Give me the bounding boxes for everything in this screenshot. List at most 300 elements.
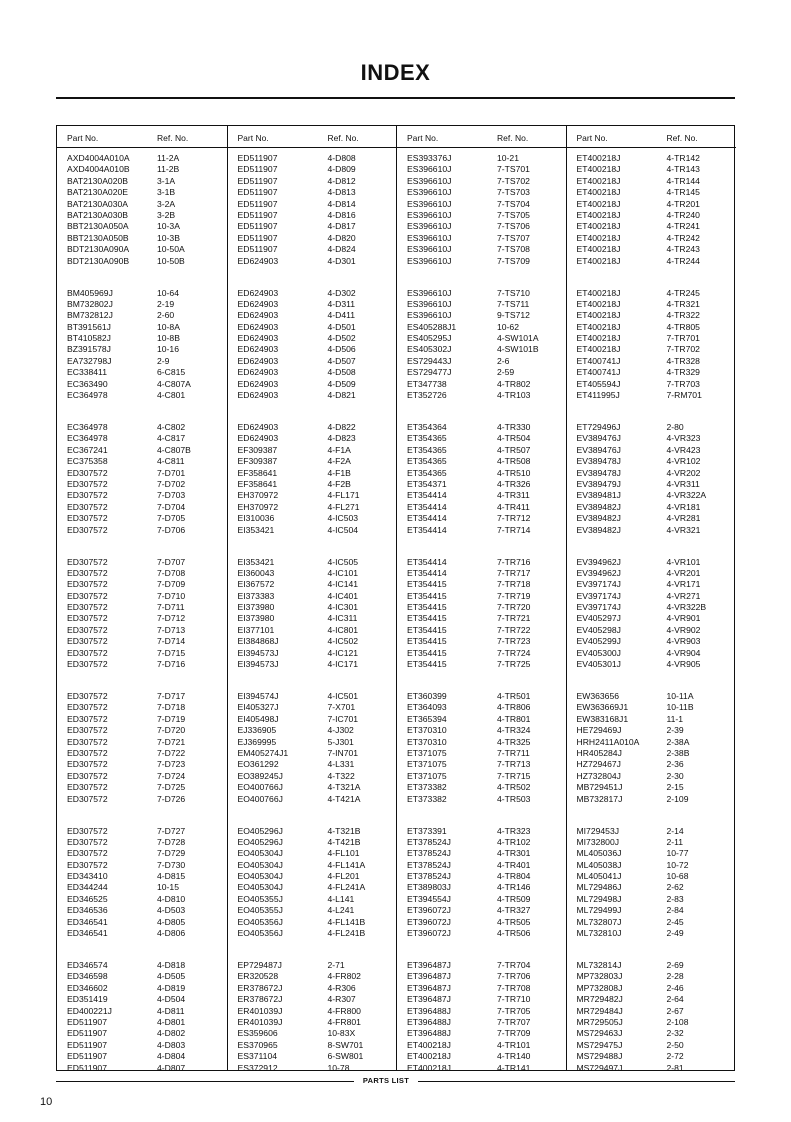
table-row — [567, 648, 737, 659]
ref-number: 4-VR202 — [666, 467, 701, 478]
table-row — [57, 636, 227, 647]
part-number: ET354414 — [407, 501, 447, 512]
part-number: ED511907 — [67, 1039, 107, 1050]
part-number: EO405304J — [237, 882, 283, 893]
table-row — [567, 490, 737, 501]
table-row — [567, 1017, 737, 1028]
table-row — [57, 905, 227, 916]
ref-number: 7-D719 — [157, 713, 186, 724]
ref-number: 2-19 — [157, 298, 175, 309]
ref-number: 4-TR301 — [497, 848, 531, 859]
row-group — [57, 955, 227, 1090]
part-number: EV389476J — [576, 444, 621, 455]
table-row — [567, 199, 737, 210]
part-number: ML729498J — [576, 893, 622, 904]
table-row — [57, 994, 227, 1005]
part-number: ET400218J — [576, 164, 621, 175]
part-number: ED307572 — [67, 556, 108, 567]
part-number: ES405302J — [407, 344, 452, 355]
ref-number: 4-C802 — [157, 422, 186, 432]
part-number: ED307572 — [67, 825, 108, 836]
ref-number: 4-TR805 — [666, 321, 700, 332]
part-number: ET396488J — [407, 1005, 451, 1016]
row-group — [228, 417, 398, 552]
ref-number: 2-83 — [666, 893, 684, 904]
part-number: ED511907 — [67, 1062, 107, 1073]
ref-number: 4-FL101 — [327, 848, 360, 859]
table-row — [567, 636, 737, 647]
table-row — [567, 390, 737, 401]
ref-number: 4-TR326 — [497, 478, 531, 489]
ref-number: 4-TR143 — [666, 164, 700, 175]
part-number: ED307572 — [67, 467, 108, 478]
table-row — [567, 502, 737, 513]
table-row — [397, 579, 567, 590]
ref-number: 7-D716 — [157, 659, 186, 670]
ref-number: 7-TR717 — [497, 567, 531, 578]
part-number: ES396610J — [407, 175, 452, 186]
part-number: EV389479J — [576, 478, 621, 489]
part-number: EI373980 — [237, 602, 275, 613]
part-number: ER320528 — [237, 971, 279, 982]
ref-number: 4-FL141B — [327, 916, 366, 927]
table-row — [567, 994, 737, 1005]
part-number: ET400218J — [407, 1062, 451, 1073]
ref-number: 4-IC501 — [327, 691, 359, 701]
table-row — [57, 153, 227, 164]
table-row — [567, 860, 737, 871]
part-number: ED511907 — [237, 244, 278, 255]
table-row — [567, 591, 737, 602]
ref-number: 4-D502 — [327, 333, 356, 344]
ref-number: 7-TR701 — [666, 333, 700, 344]
table-row — [567, 691, 737, 702]
ref-number: 4-TR245 — [666, 287, 700, 298]
table-row — [57, 602, 227, 613]
part-number: ED307572 — [67, 513, 108, 524]
part-number: EI310036 — [237, 513, 275, 524]
part-number: HRH2411A010A — [576, 736, 640, 747]
ref-number: 4-TR411 — [497, 501, 530, 512]
part-number: ED400221J — [67, 1005, 112, 1016]
part-number: EV405299J — [576, 636, 621, 647]
ref-number: 2-14 — [666, 825, 684, 836]
ref-number: 4-IC503 — [327, 513, 359, 524]
ref-number: 4-TR502 — [497, 782, 531, 793]
part-number: EO405296J — [237, 836, 283, 847]
row-group — [567, 417, 737, 552]
table-row — [57, 648, 227, 659]
part-number: EJ369995 — [237, 736, 277, 747]
ref-number: 4-T321B — [327, 825, 361, 836]
table-row — [228, 782, 398, 793]
ref-number: 2-72 — [666, 1051, 684, 1062]
ref-number: 4-TR145 — [666, 187, 700, 198]
table-row — [397, 882, 567, 893]
part-number: ED511907 — [237, 187, 278, 198]
table-row — [228, 445, 398, 456]
part-number: ED307572 — [67, 647, 108, 658]
header-part-no: Part No. — [67, 133, 99, 143]
ref-number: 10-50B — [157, 255, 185, 266]
ref-number: 4-TR329 — [666, 367, 700, 378]
ref-number: 4-F1B — [327, 467, 351, 478]
table-row — [228, 468, 398, 479]
part-number: MB732817J — [576, 793, 623, 804]
table-row — [228, 1063, 398, 1074]
table-row — [397, 210, 567, 221]
table-row — [57, 579, 227, 590]
page-title: INDEX — [360, 60, 431, 85]
table-row — [57, 748, 227, 759]
ref-number: 4-D805 — [157, 916, 186, 927]
table-row — [567, 221, 737, 232]
header-part-no: Part No. — [237, 133, 269, 143]
row-group — [567, 283, 737, 418]
ref-number: 2-84 — [666, 905, 684, 916]
title-rule — [56, 97, 735, 99]
table-row — [397, 613, 567, 624]
ref-number: 4-VR903 — [666, 636, 701, 647]
part-number: EV405301J — [576, 659, 621, 670]
ref-number: 4-IC801 — [327, 624, 359, 635]
part-number: HR405284J — [576, 747, 622, 758]
ref-number: 10-72 — [666, 859, 689, 870]
ref-number: 9-TS712 — [497, 310, 530, 321]
part-number: ED624903 — [237, 378, 279, 389]
table-row — [228, 1017, 398, 1028]
table-row — [567, 960, 737, 971]
part-number: MP732808J — [576, 982, 623, 993]
ref-number: 7-TR703 — [666, 378, 700, 389]
table-row — [397, 288, 567, 299]
table-row — [228, 153, 398, 164]
part-number: ML732814J — [576, 960, 622, 970]
ref-number: 4-TR240 — [666, 209, 700, 220]
table-row — [228, 702, 398, 713]
table-row — [57, 199, 227, 210]
part-number: ET396072J — [407, 928, 451, 939]
part-number: ML405036J — [576, 848, 622, 859]
table-row — [228, 905, 398, 916]
table-row — [228, 568, 398, 579]
ref-number: 4-VR102 — [666, 456, 701, 467]
table-row — [57, 871, 227, 882]
table-row — [567, 379, 737, 390]
ref-number: 7-D704 — [157, 501, 186, 512]
part-number: EP729487J — [237, 960, 282, 970]
table-row — [397, 479, 567, 490]
table-row — [567, 513, 737, 524]
part-number: ET373382 — [407, 793, 447, 804]
table-row — [397, 1051, 567, 1062]
row-group — [228, 955, 398, 1090]
table-row — [57, 1063, 227, 1074]
ref-number: 4-TR244 — [666, 255, 700, 266]
ref-number: 7-TR711 — [497, 747, 530, 758]
ref-number: 4-D819 — [157, 982, 186, 993]
table-row — [397, 164, 567, 175]
header-ref-no: Ref. No. — [497, 133, 529, 143]
ref-number: 4-TR324 — [497, 725, 531, 736]
part-number: EV397174J — [576, 579, 621, 590]
ref-number: 4-IC505 — [327, 556, 359, 567]
row-group — [567, 821, 737, 956]
table-row — [397, 702, 567, 713]
ref-number: 4-VR322A — [666, 490, 707, 501]
part-number: ED307572 — [67, 747, 108, 758]
part-number: ET400218J — [576, 255, 621, 266]
table-row — [567, 1063, 737, 1074]
part-number: ET411995J — [576, 390, 620, 401]
part-number: ED346598 — [67, 971, 108, 982]
ref-number: 4-D817 — [327, 221, 356, 232]
ref-number: 4-TR328 — [666, 355, 700, 366]
table-row — [228, 826, 398, 837]
table-row — [228, 714, 398, 725]
part-number: ED511907 — [237, 198, 278, 209]
part-number: ED624903 — [237, 333, 279, 344]
table-row — [57, 826, 227, 837]
table-row — [228, 837, 398, 848]
part-number: ES405295J — [407, 333, 452, 344]
table-row — [567, 579, 737, 590]
part-number: ED307572 — [67, 736, 108, 747]
part-number: ET405594J — [576, 378, 621, 389]
table-row — [397, 1017, 567, 1028]
ref-number: 4-D816 — [327, 209, 356, 220]
table-row — [228, 176, 398, 187]
part-number: HE729469J — [576, 725, 622, 736]
ref-number: 7-D730 — [157, 859, 186, 870]
part-number: ES396610J — [407, 187, 452, 198]
part-number: EO400766J — [237, 793, 283, 804]
ref-number: 4-TR506 — [497, 928, 531, 939]
part-number: ES396610J — [407, 221, 452, 232]
table-row — [57, 1017, 227, 1028]
part-number: ET400218J — [576, 333, 621, 344]
part-number: ET354415 — [407, 659, 447, 670]
part-number: ET354415 — [407, 636, 447, 647]
table-row — [228, 871, 398, 882]
part-number: EC364978 — [67, 433, 108, 444]
ref-number: 7-D726 — [157, 793, 186, 804]
table-row — [567, 356, 737, 367]
ref-number: 7-TR716 — [497, 556, 531, 567]
table-row — [397, 737, 567, 748]
table-row — [228, 882, 398, 893]
ref-number: 4-D818 — [157, 960, 186, 970]
ref-number: 7-TS705 — [497, 209, 530, 220]
part-number: BM405969J — [67, 287, 113, 298]
ref-number: 2-38A — [666, 736, 690, 747]
ref-number: 7-D721 — [157, 736, 186, 747]
ref-number: 2-38B — [666, 747, 690, 758]
table-row — [57, 714, 227, 725]
row-group — [397, 283, 567, 418]
ref-number: 4-D822 — [327, 422, 356, 432]
part-number: ED346541 — [67, 916, 108, 927]
part-number: EI377101 — [237, 624, 275, 635]
table-row — [397, 837, 567, 848]
part-number: ES371104 — [237, 1051, 278, 1062]
ref-number: 7-D712 — [157, 613, 186, 624]
table-row — [397, 502, 567, 513]
table-row — [397, 557, 567, 568]
table-row — [57, 983, 227, 994]
table-row — [567, 983, 737, 994]
part-number: EV389478J — [576, 467, 621, 478]
part-number: EW363669J1 — [576, 702, 629, 713]
part-number: EV397174J — [576, 602, 621, 613]
table-row — [57, 894, 227, 905]
ref-number: 4-TR323 — [497, 825, 531, 836]
part-number: ML405038J — [576, 859, 622, 870]
ref-number: 10-21 — [497, 153, 519, 163]
row-group — [57, 686, 227, 821]
ref-number: 2-81 — [666, 1062, 684, 1073]
table-row — [567, 1006, 737, 1017]
ref-number: 4-VR901 — [666, 613, 701, 624]
ref-number: 4-D505 — [157, 971, 186, 982]
table-row — [228, 894, 398, 905]
ref-number: 4-D301 — [327, 255, 356, 266]
part-number: ET400218J — [576, 298, 621, 309]
part-number: EO389245J — [237, 770, 283, 781]
table-row — [567, 871, 737, 882]
ref-number: 7-TR708 — [497, 982, 531, 993]
table-row — [228, 748, 398, 759]
ref-number: 4-VR281 — [666, 513, 701, 524]
part-number: ES396610J — [407, 232, 452, 243]
part-number: ET354414 — [407, 524, 447, 535]
ref-number: 7-RM701 — [666, 390, 702, 401]
part-number: EC367241 — [67, 444, 108, 455]
table-row — [228, 367, 398, 378]
table-row — [397, 310, 567, 321]
table-row — [228, 591, 398, 602]
table-row — [57, 164, 227, 175]
ref-number: 7-TS704 — [497, 198, 530, 209]
part-number: ED624903 — [237, 310, 279, 321]
table-row — [228, 344, 398, 355]
ref-number: 7-D727 — [157, 825, 186, 836]
ref-number: 4-VR101 — [666, 556, 701, 567]
ref-number: 7-D708 — [157, 567, 186, 578]
part-number: EV389482J — [576, 501, 621, 512]
table-row — [228, 636, 398, 647]
table-row — [567, 659, 737, 670]
part-number: ET400218J — [576, 153, 621, 163]
ref-number: 7-D715 — [157, 647, 186, 658]
table-row — [567, 445, 737, 456]
ref-number: 4-D507 — [327, 355, 356, 366]
table-row — [57, 490, 227, 501]
part-number: EI394573J — [237, 659, 279, 670]
table-row — [57, 659, 227, 670]
table-row — [567, 525, 737, 536]
table-row — [228, 725, 398, 736]
table-row — [397, 602, 567, 613]
ref-number: 7-TS703 — [497, 187, 530, 198]
table-row — [397, 960, 567, 971]
ref-number: 7-D711 — [157, 602, 185, 613]
ref-number: 7-TR704 — [497, 960, 531, 970]
ref-number: 7-D703 — [157, 490, 186, 501]
ref-number: 10-11A — [666, 691, 694, 701]
table-row — [397, 894, 567, 905]
part-number: ML732810J — [576, 928, 622, 939]
part-number: ED624903 — [237, 367, 279, 378]
table-row — [57, 525, 227, 536]
table-row — [57, 771, 227, 782]
part-number: BAT2130A030A — [67, 198, 128, 209]
part-number: EO405304J — [237, 859, 283, 870]
ref-number: 10-3B — [157, 232, 180, 243]
table-row — [228, 422, 398, 433]
index-column — [396, 126, 567, 1073]
part-number: ES729477J — [407, 367, 452, 378]
part-number: ED307572 — [67, 567, 108, 578]
part-number: EV405300J — [576, 647, 621, 658]
table-row — [397, 1028, 567, 1039]
ref-number: 10-62 — [497, 321, 519, 332]
table-row — [567, 928, 737, 939]
ref-number: 4-D815 — [157, 871, 186, 882]
ref-number: 7-TR709 — [497, 1028, 531, 1039]
part-number: EV389478J — [576, 456, 621, 467]
part-number: BT410582J — [67, 333, 111, 344]
ref-number: 7-TR710 — [497, 994, 531, 1005]
ref-number: 4-C811 — [157, 456, 185, 467]
part-number: ED624903 — [237, 433, 279, 444]
ref-number: 4-FL271 — [327, 501, 360, 512]
ref-number: 4-VR902 — [666, 624, 701, 635]
ref-number: 2-15 — [666, 782, 684, 793]
part-number: ED307572 — [67, 713, 108, 724]
part-number: ED624903 — [237, 321, 279, 332]
ref-number: 4-TR103 — [497, 390, 531, 401]
ref-number: 4-C807A — [157, 378, 191, 389]
part-number: ES396610J — [407, 244, 452, 255]
part-number: ED346525 — [67, 893, 108, 904]
part-number: ET354414 — [407, 567, 447, 578]
part-number: ED307572 — [67, 759, 108, 770]
part-number: EI405327J — [237, 702, 279, 713]
part-number: ET354415 — [407, 590, 447, 601]
part-number: EV397174J — [576, 590, 621, 601]
table-row — [57, 759, 227, 770]
row-group — [397, 148, 567, 283]
table-row — [228, 479, 398, 490]
part-number: EO405296J — [237, 825, 283, 836]
ref-number: 4-SW101B — [497, 344, 539, 355]
ref-number: 4-TR806 — [497, 702, 531, 713]
ref-number: 7-D717 — [157, 691, 186, 701]
part-number: ET354364 — [407, 422, 447, 432]
table-row — [57, 322, 227, 333]
table-row — [567, 602, 737, 613]
table-row — [567, 794, 737, 805]
table-row — [567, 826, 737, 837]
part-number: ER401039J — [237, 1016, 283, 1027]
table-row — [567, 456, 737, 467]
table-row — [57, 971, 227, 982]
table-row — [397, 748, 567, 759]
table-row — [397, 490, 567, 501]
ref-number: 3-1B — [157, 187, 176, 198]
ref-number: 2-71 — [327, 960, 345, 970]
